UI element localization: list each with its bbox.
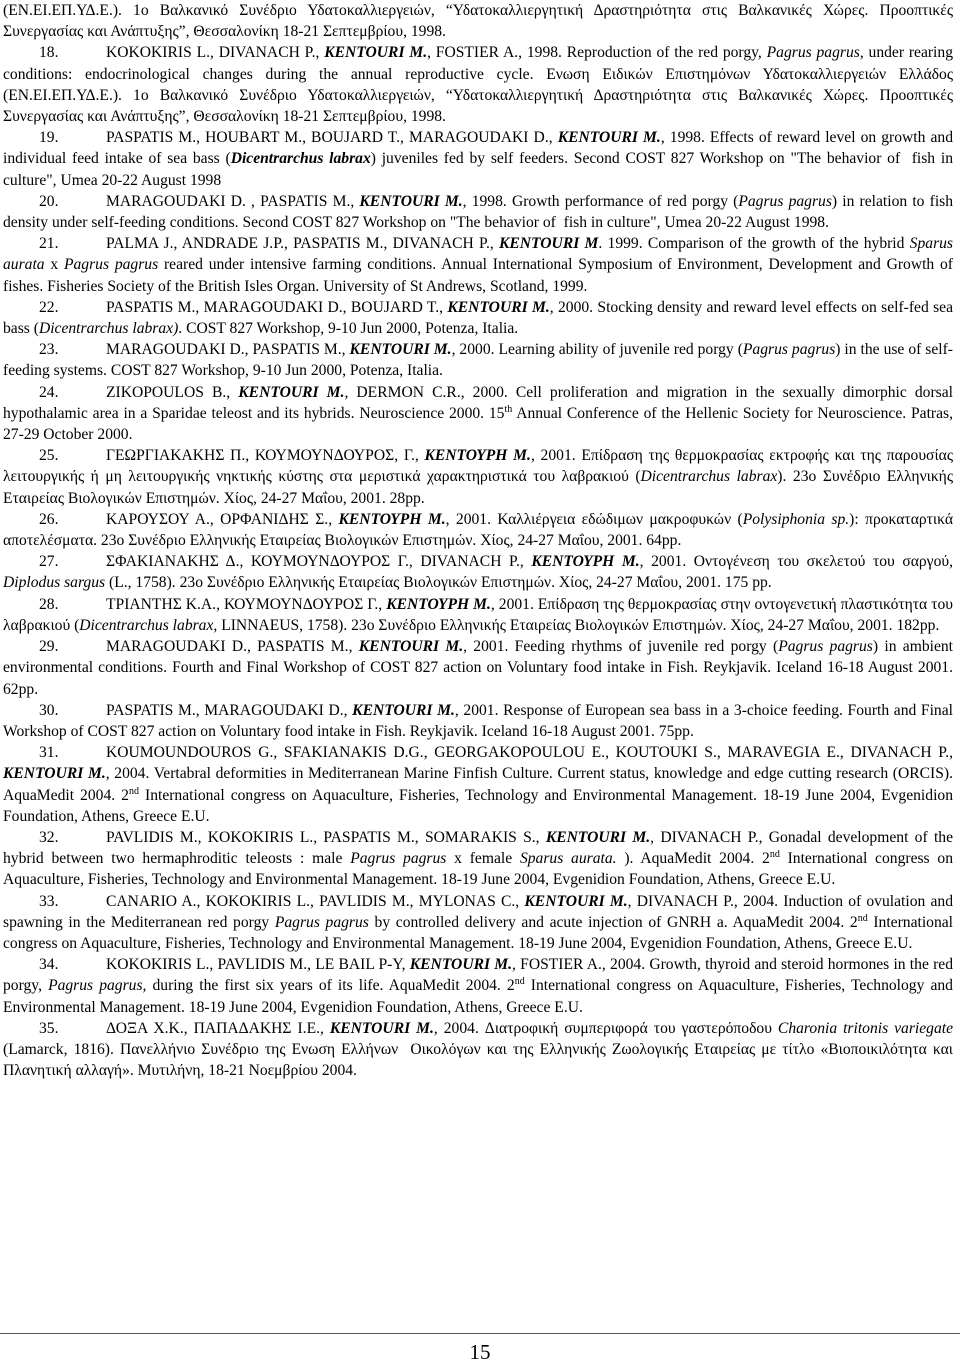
- reference-text-segment: Sparus aurata.: [519, 850, 617, 868]
- reference-text-segment: during the first six years of its life. AquaMedit 2004. 2: [146, 977, 515, 995]
- reference-text-segment: ) in the use of self-feeding systems. COST 827 Workshop, 9-10 Jun 2000, Potenza, Italia.: [3, 341, 953, 380]
- reference-text-segment: Dicentrarchus labrax: [640, 468, 778, 486]
- reference-text-segment: , DIVANACH P., 2004. Induction of ovulation and spawning in the Mediterranean red porgy: [3, 892, 957, 931]
- reference-text-segment: MARAGOUDAKI D. , PASPATIS M.,: [106, 192, 360, 210]
- reference-text-segment: International congress on Aquaculture, Fisheries, Technology and Environmental Management. 18-19 June 2004, Evgenidion Foundation, Athens, Greece E.U.: [3, 786, 957, 825]
- reference-text-segment: (L., 1758). 23ο Συνέδριο Ελληνικής Εταιρείας Βιολογικών Επιστημών. Χίος, 24-27 Μαΐου, 2001. 175 pp.: [105, 574, 772, 592]
- footer-rule: [0, 1333, 960, 1334]
- reference-text-segment: Pagrus pagrus: [274, 913, 369, 931]
- reference-text-segment: ΓΕΩΡΓΙΑΚΑΚΗΣ Π., ΚΟΥΜΟΥΝΔΟΥΡΟΣ, Γ.,: [106, 447, 425, 465]
- reference-text-segment: ΔΟΞΑ Χ.Κ., ΠΑΠΑΔΑΚΗΣ Ι.Ε.,: [106, 1019, 330, 1037]
- reference-text-segment: KOKOKIRIS L., PAVLIDIS M., LE BAIL P-Y,: [106, 956, 410, 974]
- reference-number: 33.: [39, 892, 59, 910]
- reference-text-segment: ) in relation to fish density under self-feeding conditions. Second COST 827 Workshop on "The behavior of fish in culture", Umea 20-22 August 1998.: [3, 192, 957, 232]
- reference-text-segment: KENTOURI M.: [238, 383, 345, 401]
- reference-text-segment: , 2001. Response of European sea bass in a 3-choice feeding. Fourth and Final Workshop of COST 827 action on Voluntary food intake in Fish. Reykjavik. Iceland 16-18 August 2001. 75pp.: [3, 701, 957, 740]
- reference-entry: [3, 382, 957, 446]
- reference-entry: [3, 954, 957, 1018]
- reference-number: 24.: [39, 383, 59, 401]
- reference-text-segment: MARAGOUDAKI D., PASPATIS M.,: [106, 638, 359, 656]
- reference-number: 29.: [39, 638, 59, 656]
- reference-text-segment: nd: [128, 785, 139, 797]
- reference-number: 30.: [39, 701, 59, 719]
- reference-entry: [3, 127, 957, 191]
- document-body: [3, 0, 957, 1081]
- reference-text-segment: nd: [857, 912, 868, 924]
- reference-text-segment: Charonia tritonis variegate: [777, 1019, 954, 1037]
- reference-text-segment: PASPATIS M., MARAGOUDAKI D., BOUJARD T.,: [106, 298, 448, 316]
- reference-text-segment: KENTOURI M.: [545, 828, 651, 846]
- reference-text-segment: Pagrus pagrus: [742, 341, 836, 359]
- reference-text-segment: ΚΕΝΤΟΥΡΗ Μ.: [386, 595, 491, 613]
- reference-entry: [3, 827, 957, 891]
- reference-text-segment: ). 23ο Συνέδριο Ελληνικής Εταιρείας Βιολογικών Επιστημών. Χίος, 24-27 Μαΐου, 2001. 28pp.: [3, 468, 957, 507]
- reference-number: 20.: [39, 192, 59, 210]
- reference-text-segment: Polysiphonia sp.: [742, 510, 850, 528]
- reference-text-segment: , 2001. Feeding rhythms of juvenile red porgy (: [463, 638, 779, 656]
- reference-text-segment: Diplodus sargus: [3, 574, 106, 592]
- reference-text-segment: KENTOURI M: [498, 235, 599, 253]
- reference-number: 22.: [39, 298, 59, 316]
- reference-entry: [3, 700, 957, 742]
- reference-text-segment: ΣΦΑΚΙΑΝΑΚΗΣ Δ., ΚΟΥΜΟΥΝΔΟΥΡΟΣ Γ., DIVANACH P.,: [106, 553, 532, 571]
- reference-text-segment: ): προκαταρτικά αποτελέσματα. 23ο Συνέδριο Ελληνικής Εταιρείας Βιολογικών Επιστημών. Χίος, 24-27 Μαΐου, 2001. 64pp.: [3, 510, 957, 550]
- reference-text-segment: International congress on Aquaculture, Fisheries, Technology and Environmental Management. 18-19 June 2004, Evgenidion Foundation, Athens, Greece E.U.: [3, 850, 957, 889]
- reference-text-segment: Pagrus pagrus: [738, 192, 832, 210]
- reference-text-segment: th: [504, 403, 513, 415]
- reference-text-segment: (ΕΝ.ΕΙ.ΕΠ.ΥΔ.Ε.). 1ο Βαλκανικό Συνέδριο Υδατοκαλλιεργειών, “Υδατοκαλλιεργητική Δραστηριότητα στις Βαλκανικές Χώρες. Προοπτικές Συνεργασίας και Ανάπτυξης”, Θεσσαλονίκη 18-21 Σεπτεμβρίου, 1998.: [3, 2, 957, 41]
- reference-text-segment: KENTOURI M.: [524, 892, 628, 910]
- reference-text-segment: , 1998. Effects of reward level on growth and individual feed intake of sea bass (: [3, 129, 957, 168]
- reference-text-segment: , 1998. Growth performance of red porgy (: [462, 192, 739, 210]
- reference-text-segment: ZIKOPOULOS B.,: [106, 383, 239, 401]
- reference-entry: [3, 742, 957, 827]
- reference-entry-continued: [3, 0, 957, 42]
- reference-text-segment: , DIVANACH P., Gonadal development of the hybrid between two hermaphroditic teleosts : male: [3, 828, 957, 868]
- reference-text-segment: , 2000. Learning ability of juvenile red porgy (: [451, 341, 743, 359]
- reference-text-segment: by controlled delivery and acute injection of GNRH a. AquaMedit 2004. 2: [368, 913, 858, 931]
- reference-text-segment: , FOSTIER A., 1998. Reproduction of the red porgy,: [427, 44, 767, 62]
- reference-text-segment: KENTOURI M.: [349, 341, 452, 359]
- reference-text-segment: reared under intensive farming conditions. Annual International Symposium of Environment, Development and Growth of fishes. Fisheries Society of the British Isles Organ. University of St Andrews, Scotland, 1999.: [3, 256, 957, 295]
- reference-text-segment: PASPATIS M., MARAGOUDAKI D.,: [106, 701, 353, 719]
- reference-text-segment: International congress on Aquaculture, Fisheries, Technology and Environmental Management. 18-19 June 2004, Evgenidion Foundation, Athens, Greece E.U.: [3, 913, 957, 952]
- reference-number: 26.: [39, 510, 59, 528]
- reference-number: 28.: [39, 595, 59, 613]
- reference-text-segment: Sparus aurata: [3, 235, 957, 274]
- reference-entry: [3, 636, 957, 700]
- reference-text-segment: Dicentrarchus labrax: [230, 150, 371, 168]
- reference-text-segment: . COST 827 Workshop, 9-10 Jun 2000, Potenza, Italia.: [178, 320, 519, 338]
- reference-text-segment: Dicentrarchus labrax,: [79, 616, 218, 634]
- reference-number: 35.: [39, 1019, 59, 1037]
- reference-text-segment: (Lamarck, 1816). Πανελλήνιο Συνέδριο της Ενωση Ελλήνων Οικολόγων και της Ελληνικής Ζωολογικής Εταιρείας με τίτλο «Βιοποικιλότητα και Πλανητική αλλαγή». Μυτιλήνη, 18-21 Νοεμβρίου 2004.: [3, 1019, 957, 1080]
- reference-number: 27.: [39, 553, 59, 571]
- reference-number: 18.: [39, 44, 59, 62]
- reference-text-segment: PASPATIS M., HOUBART M., BOUJARD T., MARAGOUDAKI D.,: [106, 129, 558, 147]
- reference-number: 34.: [39, 956, 59, 974]
- reference-text-segment: KENTOURI M.: [358, 638, 464, 656]
- page-number: 15: [469, 1340, 491, 1364]
- reference-number: 23.: [39, 341, 59, 359]
- reference-text-segment: , DERMON C.R., 2000. Cell proliferation and migration in the sexually dimorphic dorsal hypothalamic area in a Sparidae teleost and its hybrids. Neuroscience 2000. 15: [3, 383, 957, 422]
- reference-text-segment: Dicentrarchus labrax): [38, 320, 179, 338]
- reference-entry: [3, 594, 957, 636]
- reference-text-segment: ΤΡΙΑΝΤΗΣ Κ.Α., ΚΟΥΜΟΥΝΔΟΥΡΟΣ Γ.,: [106, 595, 387, 613]
- reference-text-segment: KENTOURI M.: [3, 765, 106, 783]
- reference-text-segment: , 2004. Διατροφική συμπεριφορά του γαστερόποδου: [433, 1019, 778, 1037]
- reference-text-segment: Pagrus pagrus: [778, 638, 873, 656]
- reference-text-segment: LINNAEUS, 1758). 23ο Συνέδριο Ελληνικής Εταιρείας Βιολογικών Επιστημών. Χίος, 24-27 Μαΐου, 2001. 182pp.: [217, 616, 940, 634]
- reference-text-segment: , 2000. Stocking density and reward level effects on self-fed sea bass (: [3, 298, 957, 338]
- reference-entry: [3, 42, 957, 127]
- reference-text-segment: International congress on Aquaculture, Fisheries, Technology and Environmental Management. 18-19 June 2004, Evgenidion Foundation, Athens, Greece E.U.: [3, 977, 957, 1016]
- reference-text-segment: ) in ambient environmental conditions. Fourth and Final Workshop of COST 827 action on Voluntary food intake in Fish. Reykjavik. Iceland 16-18 August 2001. 62pp.: [3, 638, 957, 698]
- reference-number: 25.: [39, 447, 59, 465]
- reference-text-segment: Pagrus pagrus: [766, 44, 860, 62]
- reference-number: 32.: [39, 828, 59, 846]
- reference-text-segment: ) juveniles fed by self feeders. Second COST 827 Workshop on "The behavior of fish in culture", Umea 20-22 August 1998: [3, 150, 957, 189]
- reference-text-segment: , 2001. Επίδραση της θερμοκρασίας στην οντογενετική πλαστικότητα του λαβρακιού (: [3, 595, 957, 634]
- reference-text-segment: , 2004. Vertabral deformities in Mediterranean Marine Finfish Culture. Current status, knowledge and edge cutting research (ORCIS). AquaMedit 2004. 2: [3, 765, 957, 804]
- reference-text-segment: KENTOURI M.: [359, 192, 463, 210]
- reference-number: 31.: [39, 744, 59, 762]
- reference-text-segment: Pagrus pagrus: [350, 850, 447, 868]
- reference-text-segment: , 2001. Οντογένεση του σκελετού του σαργού,: [639, 553, 957, 571]
- reference-text-segment: Pagrus pagrus: [63, 256, 159, 274]
- reference-text-segment: Pagrus pagrus,: [48, 977, 147, 995]
- reference-text-segment: KENTOURI M.: [557, 129, 661, 147]
- reference-text-segment: KENTOURI M.: [447, 298, 550, 316]
- reference-text-segment: , 2001. Καλλιέργεια εδώδιμων μακροφυκών (: [445, 510, 743, 528]
- reference-text-segment: nd: [514, 976, 525, 988]
- reference-text-segment: Annual Conference of the Hellenic Society for Neuroscience. Patras, 27-29 October 2000.: [3, 404, 957, 444]
- reference-text-segment: KOUMOUNDOUROS G., SFAKIANAKIS D.G., GEORGAKOPOULOU E., KOUTOUKI S., MARAVEGIA E., DIVANACH P.,: [106, 744, 957, 762]
- reference-number: 21.: [39, 235, 59, 253]
- reference-text-segment: ΚΕΝΤΟΥΡΗ Μ.: [338, 510, 446, 528]
- reference-text-segment: KOKOKIRIS L., DIVANACH P.,: [106, 44, 325, 62]
- reference-text-segment: x female: [446, 850, 520, 868]
- reference-text-segment: , 2001. Επίδραση της θερμοκρασίας εκτροφής και της παρουσίας λειτουργικής ή μη λειτουργικής νηκτικής κύστης στα μεριστικά χαρακτηριστικά του λαβρακιού (: [3, 447, 957, 486]
- reference-text-segment: PAVLIDIS M., KOKOKIRIS L., PASPATIS M., SOMARAKIS S.,: [106, 828, 546, 846]
- reference-text-segment: KENTOURI M.: [409, 956, 513, 974]
- reference-text-segment: ΚΑΡΟΥΣΟΥ Α., ΟΡΦΑΝΙΔΗΣ Σ.,: [106, 510, 339, 528]
- reference-text-segment: KENTOURI M.: [352, 701, 455, 719]
- reference-entry: [3, 297, 957, 339]
- reference-entry: [3, 1018, 957, 1082]
- reference-text-segment: ). AquaMedit 2004. 2: [616, 850, 770, 868]
- reference-entry: [3, 191, 957, 233]
- reference-entry: [3, 509, 957, 551]
- reference-entry: [3, 445, 957, 509]
- reference-entry: [3, 339, 953, 381]
- reference-text-segment: KENTOURI M.: [329, 1019, 434, 1037]
- reference-text-segment: ΚΕΝΤΟΥΡΗ Μ.: [424, 447, 531, 465]
- reference-text-segment: CANARIO A., KOKOKIRIS L., PAVLIDIS M., MYLONAS C.,: [106, 892, 525, 910]
- reference-entry: [3, 233, 957, 297]
- reference-number: 19.: [39, 129, 59, 147]
- reference-text-segment: x: [44, 256, 64, 274]
- reference-text-segment: . 1999. Comparison of the growth of the hybrid: [598, 235, 910, 253]
- reference-entry: [3, 891, 957, 955]
- reference-text-segment: ΚΕΝΤΟΥΡΗ Μ.: [531, 553, 640, 571]
- reference-text-segment: KENTOURI M.: [324, 44, 428, 62]
- reference-text-segment: PALMA J., ANDRADE J.P., PASPATIS M., DIVANACH P.,: [106, 235, 499, 253]
- reference-text-segment: nd: [769, 848, 780, 860]
- reference-text-segment: , FOSTIER A., 2004. Growth, thyroid and steroid hormones in the red porgy,: [3, 956, 957, 995]
- reference-entry: [3, 551, 957, 593]
- reference-text-segment: MARAGOUDAKI D., PASPATIS M.,: [106, 341, 350, 359]
- reference-text-segment: , under rearing conditions: endocrinological changes during the annual reproductive cycle. Ενωση Ειδικών Επιστημόνων Υδατοκαλλιεργειών Ελλάδος (ΕΝ.ΕΙ.ΕΠ.ΥΔ.Ε.). 1ο Βαλκανικό Συνέδριο Υδατοκαλλιεργειών, “Υδατοκαλλιεργητική Δραστηριότητα στις Βαλκανικές Χώρες. Προοπτικές Συνεργασίας και Ανάπτυξης”, Θεσσαλονίκη 18-21 Σεπτεμβρίου, 1998.: [3, 44, 957, 126]
